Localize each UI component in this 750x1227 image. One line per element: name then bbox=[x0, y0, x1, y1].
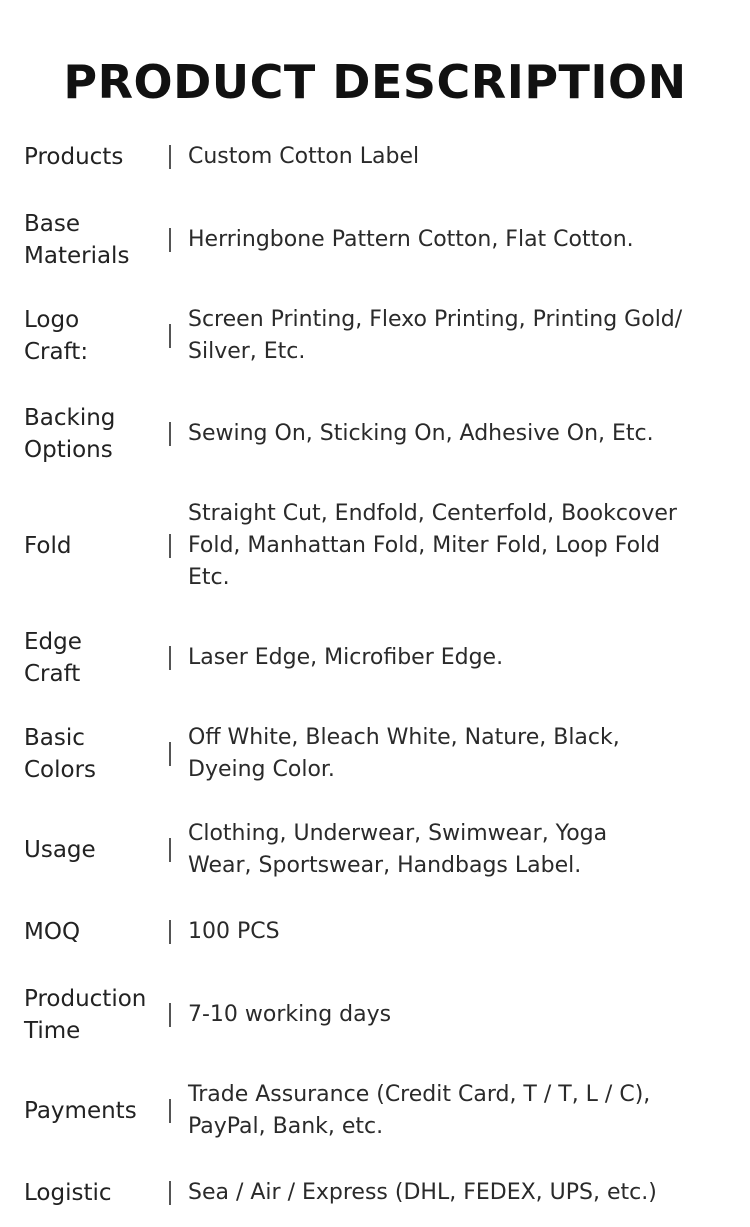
separator-bar bbox=[169, 324, 171, 348]
spec-value: Custom Cotton Label bbox=[188, 144, 420, 169]
separator-bar bbox=[169, 422, 171, 446]
spec-value: Herringbone Pattern Cotton, Flat Cotton. bbox=[188, 227, 634, 252]
spec-label: Base Materials bbox=[24, 211, 130, 269]
spec-row-fold bbox=[0, 490, 750, 602]
spec-value: Sewing On, Sticking On, Adhesive On, Etc. bbox=[188, 421, 654, 446]
spec-row-usage bbox=[0, 810, 750, 890]
separator-bar bbox=[169, 228, 171, 252]
spec-row-base-materials bbox=[0, 200, 750, 280]
spec-row-logo-craft bbox=[0, 296, 750, 376]
spec-label: Logo Craft: bbox=[24, 307, 89, 365]
separator-bar bbox=[169, 920, 171, 944]
spec-label: Fold bbox=[24, 533, 72, 559]
spec-row-backing-options bbox=[0, 394, 750, 474]
spec-row-basic-colors bbox=[0, 714, 750, 794]
spec-label: Edge Craft bbox=[24, 629, 82, 687]
separator-bar bbox=[169, 1181, 171, 1205]
spec-row-edge-craft bbox=[0, 618, 750, 698]
spec-row-products bbox=[0, 133, 750, 181]
spec-value: 100 PCS bbox=[188, 919, 280, 944]
separator-bar bbox=[169, 1099, 171, 1123]
separator-bar bbox=[169, 534, 171, 558]
spec-label: Payments bbox=[24, 1098, 137, 1124]
separator-bar bbox=[169, 1003, 171, 1027]
separator-bar bbox=[169, 646, 171, 670]
spec-label: MOQ bbox=[24, 919, 81, 945]
spec-row-production-time bbox=[0, 975, 750, 1055]
spec-value: 7-10 working days bbox=[188, 1002, 392, 1027]
spec-value: Laser Edge, Microfiber Edge. bbox=[188, 645, 504, 670]
spec-value: Trade Assurance (Credit Card, T / T, L / C), PayPal, Bank, etc. bbox=[188, 1082, 651, 1139]
page-title: PRODUCT DESCRIPTION bbox=[63, 55, 687, 109]
spec-value: Screen Printing, Flexo Printing, Printing Gold/ Silver, Etc. bbox=[188, 307, 683, 364]
separator-bar bbox=[169, 145, 171, 169]
separator-bar bbox=[169, 838, 171, 862]
spec-label: Production Time bbox=[24, 986, 147, 1044]
spec-label: Logistic bbox=[24, 1180, 112, 1206]
spec-value: Off White, Bleach White, Nature, Black, Dyeing Color. bbox=[188, 725, 620, 782]
spec-row-payments bbox=[0, 1071, 750, 1151]
spec-label: Products bbox=[24, 144, 124, 170]
spec-row-moq bbox=[0, 908, 750, 956]
spec-label: Usage bbox=[24, 837, 96, 863]
spec-value: Sea / Air / Express (DHL, FEDEX, UPS, etc.) bbox=[188, 1180, 657, 1205]
spec-row-logistic bbox=[0, 1169, 750, 1217]
spec-label: Backing Options bbox=[24, 405, 116, 463]
spec-value: Straight Cut, Endfold, Centerfold, Bookcover Fold, Manhattan Fold, Miter Fold, Loop Fold Etc. bbox=[188, 501, 677, 590]
spec-label: Basic Colors bbox=[24, 725, 97, 783]
spec-value: Clothing, Underwear, Swimwear, Yoga Wear, Sportswear, Handbags Label. bbox=[188, 821, 608, 878]
separator-bar bbox=[169, 742, 171, 766]
